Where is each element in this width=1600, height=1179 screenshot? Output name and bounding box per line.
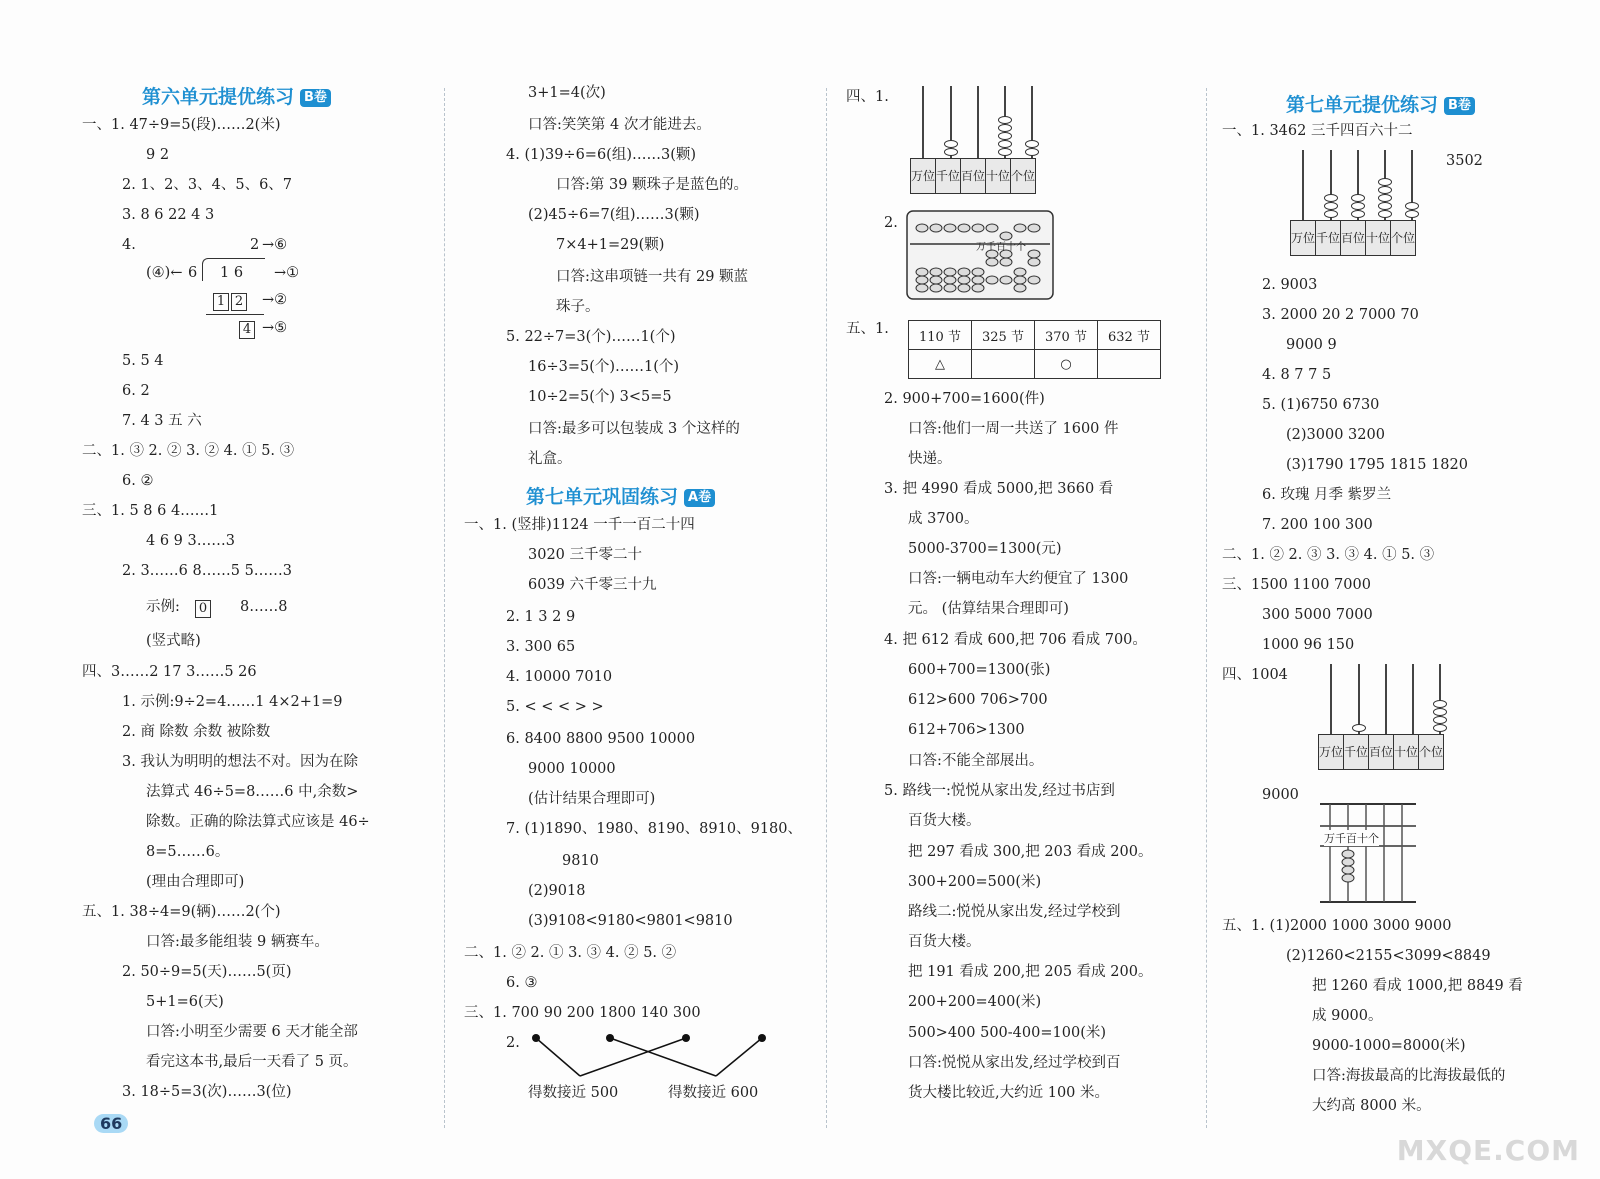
answer-line: 货大楼比较近,大约近 100 米。 [908,1085,1110,1101]
answer-line: 成 9000。 [1312,1008,1383,1024]
abacus-bead [998,132,1012,140]
answer-value: 9000 [1262,787,1299,803]
answer-line: (竖式略) [146,633,201,649]
question-number: 四、1. [846,89,889,105]
place-label: 十位 [1394,735,1419,770]
abacus-rod [1330,664,1332,734]
product-boxes [212,290,248,311]
marker: →⑤ [262,320,288,336]
answer-value: 3502 [1446,153,1483,169]
answer-line: 3020 三千零二十 [528,547,643,563]
answer-line: 4. 把 612 看成 600,把 706 看成 700。 [884,632,1147,648]
place-value-labels [910,158,1036,194]
answer-line: 大约高 8000 米。 [1312,1098,1431,1114]
answer-line: 示例: [146,599,180,615]
answer-line: (2)45÷6=7(组)……3(颗) [528,207,700,223]
digit-box: 2 [231,293,247,311]
divisor: 6 [188,265,198,281]
answer-line: 口答:不能全部展出。 [908,753,1044,769]
answer-line: 百货大楼。 [908,813,981,829]
abacus-bead [1351,210,1365,218]
section-title-text: 第七单元提优练习 [1286,94,1439,116]
answer-line: 4. 8 7 7 5 [1262,367,1332,383]
answer-line: 9810 [562,853,599,869]
answer-line: 2. [506,1035,520,1051]
answer-line: 300+200=500(米) [908,874,1042,890]
place-label: 个位 [1419,735,1444,770]
answer-line: (2)9018 [528,883,586,899]
answer-line: 2. 1、2、3、4、5、6、7 [122,177,293,193]
answer-line: 5. 5 4 [122,353,164,369]
answer-line: 五、1. 38÷4=9(辆)……2(个) [82,904,281,920]
abacus-bead [998,140,1012,148]
abacus-bead [1378,194,1392,202]
place-label: 百位 [1341,221,1366,256]
place-label: 千位 [1344,735,1369,770]
answer-line: 5. < < < > > [506,699,604,715]
answer-line: 三、1. 700 90 200 1800 140 300 [464,1005,701,1021]
place-label: 个位 [1391,221,1416,256]
abacus-bead [1378,210,1392,218]
answer-line: 看完这本书,最后一天看了 5 页。 [146,1054,358,1070]
answer-line: 1000 96 150 [1262,637,1355,653]
question-number: 2. [884,215,898,231]
answer-line: 把 191 看成 200,把 205 看成 200。 [908,964,1153,980]
place-label: 个位 [1011,159,1036,194]
place-label: 万位 [1319,735,1344,770]
answer-line: 9000 10000 [528,761,616,777]
table-cell: △ [909,350,972,379]
answer-line: 3. 300 65 [506,639,576,655]
page-number: 66 [94,1114,128,1133]
abacus-bead [1405,210,1419,218]
table-header: 370 节 [1035,321,1098,350]
abacus-bead [1433,724,1447,732]
answer-line: 3. 把 4990 看成 5000,把 3660 看 [884,481,1114,497]
abacus [1318,800,1418,906]
abacus-bead [944,140,958,148]
answer-line: 把 297 看成 300,把 203 看成 200。 [908,844,1153,860]
answer-line: 612>600 706>700 [908,692,1048,708]
answer-line: 二、1. ② 2. ① 3. ③ 4. ② 5. ② [464,945,677,961]
estimate-table [908,320,1161,379]
answer-line: 5. 路线一:悦悦从家出发,经过书店到 [884,783,1115,799]
column-divider [444,88,445,1128]
answer-line: 除数。正确的除法算式应该是 46÷ [146,814,370,830]
answer-line: 200+200=400(米) [908,994,1042,1010]
answer-line: 礼盒。 [528,451,572,467]
place-label: 千位 [1316,221,1341,256]
answer-line: (3)1790 1795 1815 1820 [1286,457,1468,473]
answer-line: 9 2 [146,147,170,163]
table-cell [1098,350,1161,379]
answer-line: 8……8 [240,599,288,615]
column-divider [826,88,827,1128]
marker: →② [262,292,288,308]
place-label: 十位 [1366,221,1391,256]
table-header: 110 节 [909,321,972,350]
answer-line: 2. 3……6 8……5 5……3 [122,563,293,579]
table-header: 632 节 [1098,321,1161,350]
answer-line: 成 3700。 [908,511,979,527]
place-value-labels [1318,734,1444,770]
answer-line: 6. 2 [122,383,150,399]
answer-line: 6. 玫瑰 月季 紫罗兰 [1262,487,1392,503]
answer-line: 300 5000 7000 [1262,607,1373,623]
section-title [526,482,715,509]
score-label: 得数接近 500 [528,1085,619,1101]
answer-line: 500>400 500-400=100(米) [908,1025,1107,1041]
answer-line: 2. 9003 [1262,277,1318,293]
division-line [206,314,264,315]
question-number: 五、1. [846,321,889,337]
answer-line: 口答:一辆电动车大约便宜了 1300 [908,571,1129,587]
difficulty-badge: A卷 [684,489,715,507]
answer-line: 9000 9 [1286,337,1337,353]
answer-line: 5000-3700=1300(元) [908,541,1062,557]
place-label: 十位 [986,159,1011,194]
section-title [142,82,331,109]
answer-line: 4. (1)39÷6=6(组)……3(颗) [506,147,697,163]
digit-box: 1 [213,293,229,311]
place-label: 万位 [1291,221,1316,256]
answer-line: 口答:这串项链一共有 29 颗蓝 [556,269,749,285]
answer-line: 口答:海拔最高的比海拔最低的 [1312,1068,1506,1084]
watermark: MXQE.COM [1396,1134,1580,1167]
answer-line: 法算式 46÷5=8……6 中,余数> [146,784,359,800]
answer-line: 1. 示例:9÷2=4……1 4×2+1=9 [122,694,343,710]
abacus-bead [998,148,1012,156]
abacus-rod [1412,664,1414,734]
answer-line: 7. 200 100 300 [1262,517,1373,533]
marker: (④)← [146,265,183,281]
abacus-rod [922,86,924,158]
answer-line: 10÷2=5(个) 3<5=5 [528,389,672,405]
abacus [906,210,1056,302]
answer-line: 二、1. ② 2. ③ 3. ③ 4. ① 5. ③ [1222,547,1435,563]
remainder-box [238,318,256,339]
table-cell [972,350,1035,379]
table-cell: ○ [1035,350,1098,379]
abacus-bead [1352,724,1366,732]
answer-line: 9000-1000=8000(米) [1312,1038,1466,1054]
answer-line: 三、1500 1100 7000 [1222,577,1371,593]
marker: →⑥ [262,237,288,253]
answer-line: (估计结果合理即可) [528,791,656,807]
abacus-rod [1302,150,1304,220]
answer-line: (2)1260<2155<3099<8849 [1286,948,1491,964]
abacus-bead [998,116,1012,124]
abacus-bead [1378,186,1392,194]
section-title-text: 第六单元提优练习 [142,86,295,108]
answer-line: 元。 (估算结果合理即可) [908,601,1069,617]
answer-line: 一、1. (竖排)1124 一千一百二十四 [464,517,695,533]
answer-line: 3+1=4(次) [528,85,606,101]
abacus-bead [944,148,958,156]
answer-line: 百货大楼。 [908,934,981,950]
answer-line: 612+706>1300 [908,722,1025,738]
answer-line: 路线二:悦悦从家出发,经过学校到 [908,904,1121,920]
counting-frame [910,86,1050,202]
answer-line: 珠子。 [556,299,600,315]
digit-box: 4 [239,321,255,339]
answer-line: 6039 六千零三十九 [528,577,657,593]
marker: →① [274,265,300,281]
answer-line: 5. (1)6750 6730 [1262,397,1380,413]
answer-line: 6. ③ [506,975,538,991]
quotient: 2 [250,237,260,253]
answer-line: 3. 2000 20 2 7000 70 [1262,307,1419,323]
answer-line: 一、1. 3462 三千四百六十二 [1222,123,1413,139]
answer-line: 3. 我认为明明的想法不对。因为在除 [122,754,358,770]
answer-line: 2. 商 除数 余数 被除数 [122,724,271,740]
answer-line: 600+700=1300(张) [908,662,1051,678]
place-label: 万位 [911,159,936,194]
abacus-bead [1324,194,1338,202]
division-diagram [146,236,326,346]
difficulty-badge: B卷 [1444,97,1475,115]
place-label: 百位 [961,159,986,194]
dividend: 1 6 [220,265,244,281]
answer-line: (理由合理即可) [146,874,245,890]
answer-line: 2. 50÷9=5(天)……5(页) [122,964,292,980]
answer-line: 4. 10000 7010 [506,669,613,685]
answer-line: 16÷3=5(个)……1(个) [528,359,680,375]
place-label: 百位 [1369,735,1394,770]
answer-line: 4. [122,237,136,253]
example-box [194,597,212,618]
digit-box: 0 [195,600,211,618]
section-title-text: 第七单元巩固练习 [526,486,679,508]
abacus-bead [1025,140,1039,148]
answer-line: 口答:悦悦从家出发,经过学校到百 [908,1055,1121,1071]
counting-frame [1290,150,1430,264]
place-value-labels [1290,220,1416,256]
abacus-bead [1324,210,1338,218]
column-divider [1206,88,1207,1128]
answer-line: 6. 8400 8800 9500 10000 [506,731,696,747]
abacus-rod [1385,664,1387,734]
answer-line: 3. 18÷5=3(次)……3(位) [122,1084,292,1100]
abacus-label: 万千百十个 [976,242,1026,253]
abacus-bead [1405,202,1419,210]
answer-line: 五、1. (1)2000 1000 3000 9000 [1222,918,1452,934]
answer-line: 快递。 [908,451,952,467]
answer-line: 7×4+1=29(颗) [556,237,665,253]
abacus-bead [1433,716,1447,724]
abacus-bead [1351,202,1365,210]
abacus-rod [977,86,979,158]
answer-line: 口答:最多能组装 9 辆赛车。 [146,934,329,950]
answer-line: 7. 4 3 五 六 [122,413,202,429]
answer-line: 口答:第 39 颗珠子是蓝色的。 [556,177,749,193]
answer-line: 三、1. 5 8 6 4……1 [82,503,219,519]
answer-line: 2. 1 3 2 9 [506,609,576,625]
answer-line: 一、1. 47÷9=5(段)……2(米) [82,117,281,133]
abacus-bead [1378,202,1392,210]
answer-line: 四、3……2 17 3……5 26 [82,664,257,680]
table-header: 325 节 [972,321,1035,350]
answer-line: (2)3000 3200 [1286,427,1385,443]
answer-line: (3)9108<9180<9801<9810 [528,913,733,929]
abacus-bead [1378,178,1392,186]
abacus-bead [1433,708,1447,716]
abacus-bead [1433,700,1447,708]
abacus-label: 万千百十个 [1324,832,1379,845]
answer-line: 二、1. ③ 2. ② 3. ② 4. ① 5. ③ [82,443,295,459]
abacus-bead [998,124,1012,132]
answer-line: 口答:最多可以包装成 3 个这样的 [528,421,740,437]
section-title [1286,90,1475,117]
answer-line: 口答:笑笑第 4 次才能进去。 [528,117,711,133]
answer-line: 7. (1)1890、1980、8190、8910、9180、 [506,821,802,837]
answer-line: 4 6 9 3……3 [146,533,235,549]
abacus-bead [1324,202,1338,210]
answer-line: 口答:他们一周一共送了 1600 件 [908,421,1119,437]
answer-line: 6. ② [122,473,154,489]
answer-line: 5. 22÷7=3(个)……1(个) [506,329,676,345]
score-label: 得数接近 600 [668,1085,759,1101]
abacus-bead [1025,148,1039,156]
answer-line: 2. 900+700=1600(件) [884,391,1045,407]
answer-line: 口答:小明至少需要 6 天才能全部 [146,1024,358,1040]
answer-line: 把 1260 看成 1000,把 8849 看 [1312,978,1523,994]
counting-frame [1318,664,1458,778]
answer-line: 四、1004 [1222,667,1288,683]
answer-line: 8=5……6。 [146,844,230,860]
abacus-bead [1351,194,1365,202]
answer-line: 3. 8 6 22 4 3 [122,207,215,223]
answer-line: 5+1=6(天) [146,994,224,1010]
difficulty-badge: B卷 [300,89,331,107]
place-label: 千位 [936,159,961,194]
matching-lines-diagram [520,1030,780,1090]
